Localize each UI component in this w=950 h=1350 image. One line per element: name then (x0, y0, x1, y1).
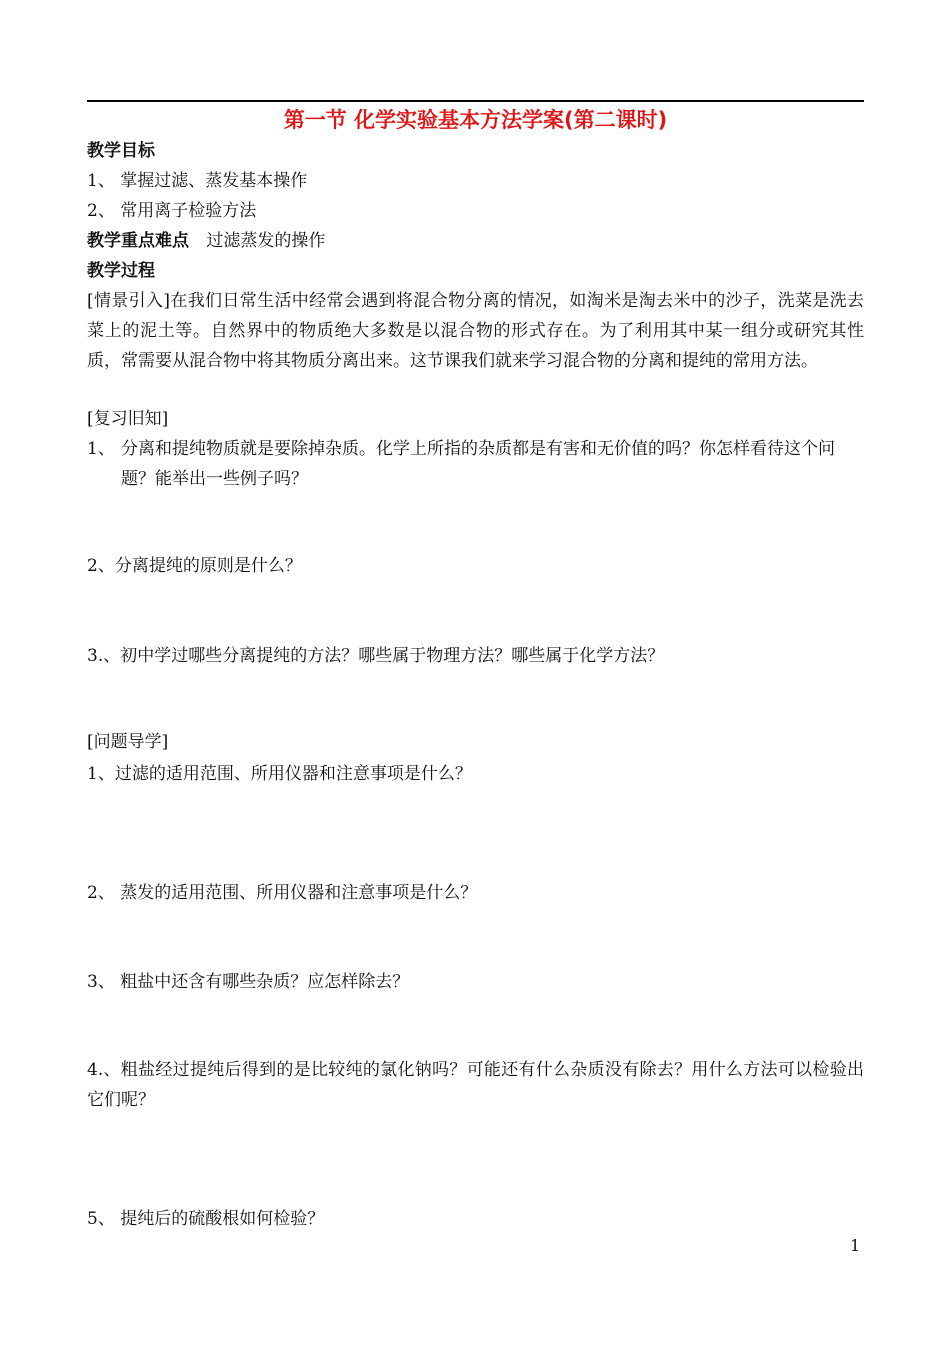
key-points-text: 过滤蒸发的操作 (206, 231, 326, 251)
review-question-1 (87, 434, 864, 494)
guide-question-4: 4.、粗盐经过提纯后得到的是比较纯的氯化钠吗？可能还有什么杂质没有除去？用什么方法可以检验出它们呢？ (87, 1060, 864, 1110)
intro-paragraph: [情景引入]在我们日常生活中经常会遇到将混合物分离的情况，如淘米是淘去米中的沙子，洗菜是洗去菜上的泥土等。自然界中的物质绝大多数是以混合物的形式存在。为了利用其中某一组分或研究其性质，常需要从混合物中将其物质分离出来。这节课我们就来学习混合物的分离和提纯的常用方法。 (87, 291, 864, 371)
process-heading: 教学过程 (87, 261, 155, 281)
guide-question-3: 3、 粗盐中还含有哪些杂质？应怎样除去？ (87, 972, 410, 992)
review-question-1-number: 1、 (87, 439, 115, 459)
objectives-heading: 教学目标 (87, 141, 155, 161)
objective-item: 2、 常用离子检验方法 (87, 201, 257, 221)
review-question-3: 3.、初中学过哪些分离提纯的方法？哪些属于物理方法？哪些属于化学方法？ (87, 646, 665, 666)
guide-question-2: 2、 蒸发的适用范围、所用仪器和注意事项是什么？ (87, 883, 478, 903)
review-question-2: 2、分离提纯的原则是什么？ (87, 556, 302, 576)
header-rule (87, 100, 864, 102)
document-title: 第一节 化学实验基本方法学案(第二课时) (283, 108, 668, 132)
guide-heading: [问题导学] (87, 732, 169, 752)
objective-item: 1、 掌握过滤、蒸发基本操作 (87, 171, 308, 191)
guide-question-5: 5、 提纯后的硫酸根如何检验？ (87, 1209, 325, 1229)
review-heading: [复习旧知] (87, 409, 169, 429)
review-question-1-text: 分离和提纯物质就是要除掉杂质。化学上所指的杂质都是有害和无价值的吗？你怎样看待这个问题？能举出一些例子吗？ (121, 439, 835, 489)
guide-question-1: 1、过滤的适用范围、所用仪器和注意事项是什么？ (87, 764, 472, 784)
key-points-line (87, 226, 864, 256)
page-number: 1 (850, 1236, 861, 1255)
key-points-heading: 教学重点难点 (87, 231, 189, 251)
